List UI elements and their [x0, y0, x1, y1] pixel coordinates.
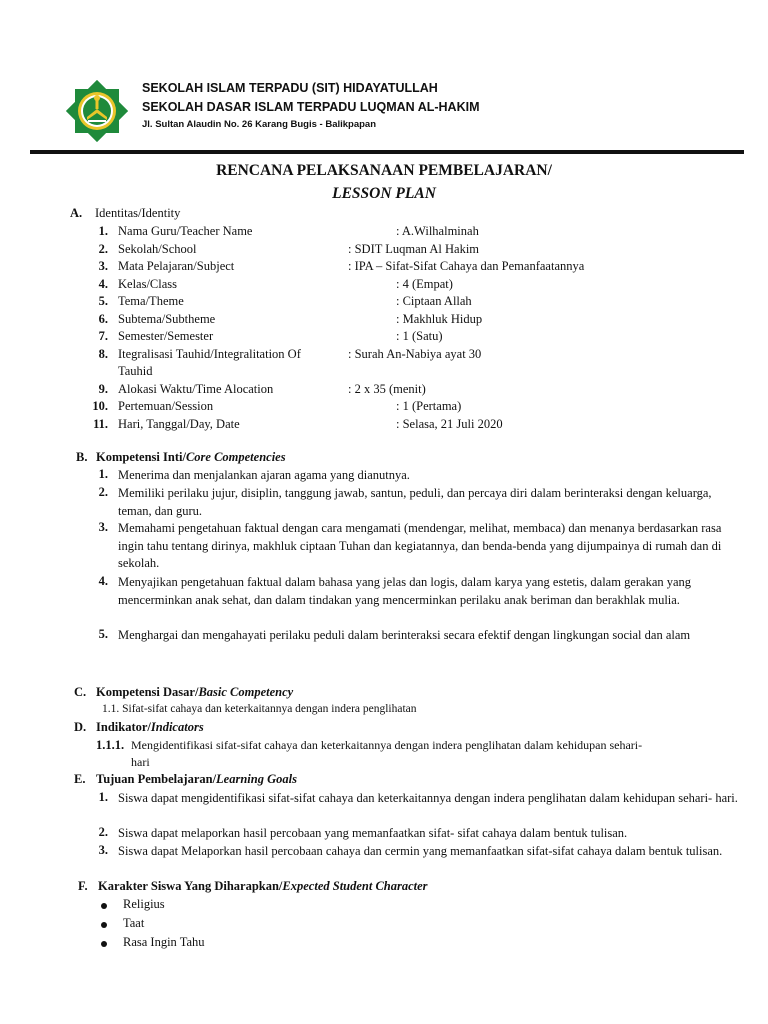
identity-num: 11.: [93, 416, 108, 431]
bullet-icon: [101, 922, 107, 928]
identity-label: Kelas/Class: [118, 276, 178, 291]
core-comp-num: 5.: [98, 627, 108, 641]
section-b-heading: Kompetensi Inti/Core Competencies: [96, 450, 286, 464]
identity-num: 7.: [98, 329, 108, 343]
document-subtitle: LESSON PLAN: [332, 185, 436, 202]
learning-goal-text: Siswa dapat Melaporkan hasil percobaan cahaya dan cermin yang memanfaatkan sifat-sifat cahaya dalam bentuk tulisan.: [118, 844, 723, 858]
identity-value: : Ciptaan Allah: [396, 294, 472, 308]
learning-goal-num: 2.: [98, 825, 108, 839]
learning-goal-text: Siswa dapat mengidentifikasi sifat-sifat cahaya dan keterkaitannya dengan indera penglihatan dalam kehidupan sehari- hari.: [118, 791, 738, 805]
identity-value: : Makhluk Hidup: [396, 311, 483, 326]
character-item: Taat: [123, 916, 145, 930]
bullet-icon: [101, 941, 107, 947]
bullet-icon: [101, 903, 107, 909]
identity-value: : IPA – Sifat-Sifat Cahaya dan Pemanfaatannya: [348, 259, 585, 273]
identity-label: Hari, Tanggal/Day, Date: [118, 416, 240, 431]
identity-value: : Surah An-Nabiya ayat 30: [348, 346, 482, 361]
identity-label: Itegralisasi Tauhid/Integralitation Of: [118, 346, 301, 361]
core-comp-num: 2.: [98, 485, 108, 499]
indicator-text-cont: hari: [131, 755, 150, 769]
core-comp-num: 3.: [98, 520, 108, 534]
section-c-letter: C.: [74, 685, 87, 699]
section-e-letter: E.: [74, 772, 86, 786]
learning-goal-text: Siswa dapat melaporkan hasil percobaan yang memanfaatkan sifat- sifat cahaya dalam bentuk tulisan.: [118, 826, 628, 840]
core-comp-text: Menghargai dan mengahayati perilaku peduli dalam berinteraksi secara efektif dengan lingkungan social dan alam: [118, 628, 691, 642]
identity-num: 2.: [98, 241, 108, 256]
identity-label: Nama Guru/Teacher Name: [118, 224, 253, 238]
section-d-heading: Indikator/Indicators: [96, 720, 204, 734]
school-name-line1: SEKOLAH ISLAM TERPADU (SIT) HIDAYATULLAH: [142, 81, 438, 95]
header-divider: [30, 150, 744, 154]
section-d-letter: D.: [74, 720, 87, 734]
identity-value: : 1 (Satu): [396, 329, 443, 343]
identity-label: Alokasi Waktu/Time Alocation: [118, 381, 274, 396]
character-item: Rasa Ingin Tahu: [123, 935, 205, 949]
school-address: Jl. Sultan Alaudin No. 26 Karang Bugis - Balikpapan: [142, 119, 377, 130]
section-e-heading: Tujuan Pembelajaran/Learning Goals: [96, 772, 297, 786]
core-comp-text: Memiliki perilaku jujur, disiplin, tanggung jawab, santun, peduli, dan percaya diri dalam berinteraksi dengan keluarga, teman, dan guru.: [118, 486, 712, 518]
identity-num: 9.: [98, 381, 108, 396]
section-c-heading: Kompetensi Dasar/Basic Competency: [96, 685, 294, 699]
section-b-letter: B.: [76, 450, 88, 464]
identity-value: : 1 (Pertama): [396, 399, 462, 413]
indicator-num: 1.1.1.: [96, 738, 125, 752]
document-title: RENCANA PELAKSANAAN PEMBELAJARAN/: [216, 162, 552, 179]
identity-value: : 2 x 35 (menit): [348, 381, 426, 396]
identity-label: Mata Pelajaran/Subject: [118, 259, 235, 273]
identity-label: Tema/Theme: [118, 294, 184, 308]
identity-value: : Selasa, 21 Juli 2020: [396, 416, 503, 431]
core-comp-text: Memahami pengetahuan faktual dengan cara mengamati (mendengar, melihat, membaca) dan menanya berdasarkan rasa ingin tahu tentang dirinya, makhluk ciptaan Tuhan dan kegiatannya, dan benda-benda yang dijumpainya di rumah dan di sekolah.: [118, 521, 722, 570]
identity-label: Subtema/Subtheme: [118, 311, 216, 326]
identity-num: 4.: [98, 276, 108, 291]
section-a-letter: A.: [70, 206, 83, 220]
core-comp-num: 1.: [98, 467, 108, 481]
learning-goal-num: 3.: [98, 843, 108, 857]
learning-goal-num: 1.: [98, 790, 108, 804]
identity-num: 6.: [98, 311, 108, 326]
core-comp-text: Menerima dan menjalankan ajaran agama yang dianutnya.: [118, 468, 410, 482]
identity-num: 5.: [98, 294, 108, 308]
identity-num: 10.: [92, 399, 108, 413]
identity-label-cont: Tauhid: [118, 364, 153, 378]
identity-value: : A.Wilhalminah: [396, 224, 479, 238]
school-logo: [66, 80, 128, 142]
identity-label: Semester/Semester: [118, 329, 214, 343]
identity-label: Sekolah/School: [118, 241, 197, 256]
identity-value: : 4 (Empat): [396, 276, 453, 291]
identity-value: : SDIT Luqman Al Hakim: [348, 241, 480, 256]
core-comp-text: Menyajikan pengetahuan faktual dalam bahasa yang jelas dan logis, dalam karya yang estetis, dalam gerakan yang mencerminkan anak sehat, dan dalam tindakan yang mencerminkan perilaku anak beriman dan berakhlak mulia.: [118, 575, 692, 607]
identity-label: Pertemuan/Session: [118, 399, 214, 413]
school-name-line2: SEKOLAH DASAR ISLAM TERPADU LUQMAN AL-HAKIM: [142, 100, 480, 114]
section-f-letter: F.: [78, 879, 88, 893]
section-f-heading: Karakter Siswa Yang Diharapkan/Expected Student Character: [98, 879, 428, 893]
identity-num: 3.: [98, 259, 108, 273]
character-item: Religius: [123, 897, 165, 911]
identity-num: 8.: [98, 346, 108, 361]
core-comp-num: 4.: [98, 574, 108, 588]
basic-competency-item: 1.1. Sifat-sifat cahaya dan keterkaitannya dengan indera penglihatan: [102, 703, 417, 715]
identity-num: 1.: [98, 224, 108, 238]
section-a-heading: Identitas/Identity: [95, 206, 181, 220]
indicator-text: Mengidentifikasi sifat-sifat cahaya dan keterkaitannya dengan indera penglihatan dalam kehidupan sehari-: [131, 738, 643, 752]
